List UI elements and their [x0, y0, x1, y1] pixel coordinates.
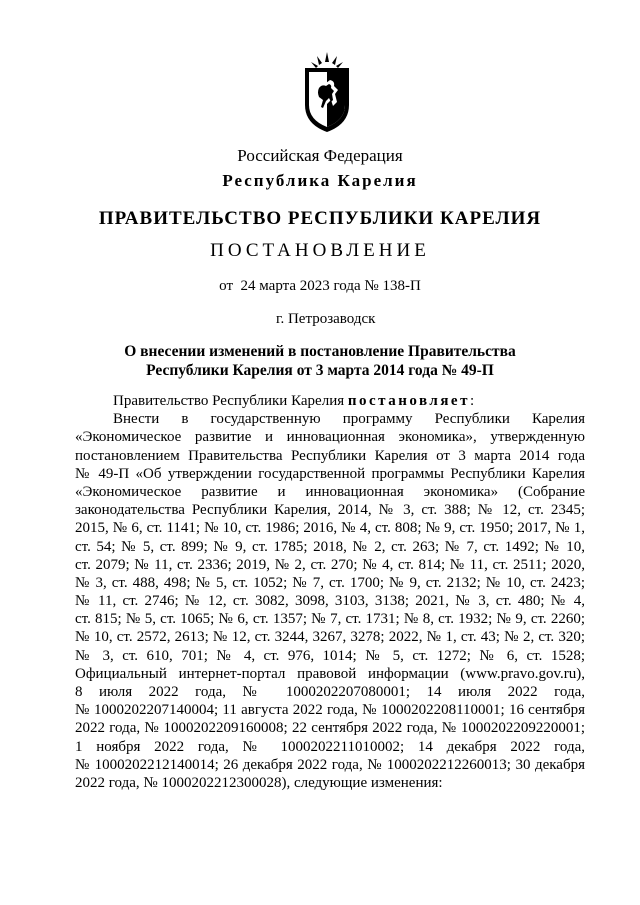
intro-verb: постановляет [347, 393, 470, 409]
document-body [75, 392, 585, 792]
body-line: № 3, ст. 610, 701; № 4, ст. 976, 1014; № 5, ст. 1272; № 6, ст. 1528; [75, 647, 585, 664]
body-paragraph [75, 410, 585, 792]
document-city: г. Петрозаводск [276, 311, 376, 327]
body-line: № 11, ст. 2746; № 12, ст. 3082, 3098, 3103, 3138; 2021, № 3, ст. 480; № 4, [75, 593, 585, 610]
subject-line-1: О внесении изменений в постановление Правительства [124, 343, 516, 360]
body-line: Официальный интернет-портал правовой информации (www.pravo.gov.ru), [75, 665, 585, 682]
intro-suffix: : [469, 393, 475, 409]
body-line: № 1000202212140014; 26 декабря 2022 года, № 1000202212260013; 30 декабря [75, 756, 585, 773]
body-line: законодательства Республики Карелия, 2014, № 3, ст. 388; № 12, ст. 2345; [75, 502, 585, 519]
body-line: 2022 года, № 1000202212300028), следующие изменения: [75, 774, 443, 791]
government-name: ПРАВИТЕЛЬСТВО РЕСПУБЛИКИ КАРЕЛИЯ [98, 208, 542, 229]
republic-name: Республика Карелия [222, 171, 418, 190]
body-line: № 3, ст. 488, 498; № 5, ст. 1052; № 7, ст. 1700; № 9, ст. 2132; № 10, ст. 2423; [75, 574, 585, 591]
body-line: 8 июля 2022 года, № 1000202207080001; 14 июля 2022 года, [75, 684, 585, 700]
body-line: 2022 года, № 1000202209160008; 22 сентября 2022 года, № 1000202209220001; [75, 720, 585, 737]
body-line: № 1000202207140004; 11 августа 2022 года, № 1000202208110001; 16 сентября [75, 702, 585, 719]
document-type: ПОСТАНОВЛЕНИЕ [210, 240, 430, 261]
country-name: Российская Федерация [237, 146, 403, 165]
document-date-number: от 24 марта 2023 года № 138-П [219, 278, 421, 294]
karelia-coat-of-arms-icon [302, 50, 352, 134]
body-line: 2015, № 6, ст. 1141; № 10, ст. 1986; 2016, № 4, ст. 808; № 9, ст. 1950; 2017, № 1, [75, 520, 585, 537]
body-line: ст. 815; № 5, ст. 1065; № 6, ст. 1357; № 7, ст. 1731; № 8, ст. 1932; № 9, ст. 2260; [75, 611, 585, 628]
document-subject [0, 342, 640, 380]
body-line: ст. 54; № 5, ст. 899; № 9, ст. 1785; 2018, № 2, ст. 263; № 7, ст. 1492; № 10, [75, 538, 585, 555]
subject-line-2: Республики Карелия от 3 марта 2014 года № 49-П [146, 362, 494, 379]
intro-prefix: Правительство Республики Карелия [113, 393, 348, 409]
body-line: 1 ноября 2022 года, № 1000202211010002; 14 декабря 2022 года, [75, 738, 585, 755]
body-line: «Экономическое развитие и инновационная экономика» (Собрание [75, 483, 585, 500]
body-line: № 10, ст. 2572, 2613; № 12, ст. 3244, 3267, 3278; 2022, № 1, ст. 43; № 2, ст. 320; [75, 629, 585, 646]
body-line: № 49-П «Об утверждении государственной программы Республики Карелия [75, 465, 585, 482]
body-line: постановлением Правительства Республики Карелия от 3 марта 2014 года [75, 447, 585, 464]
body-line: Внести в государственную программу Республики Карелия [113, 411, 585, 428]
body-line: ст. 2079; № 11, ст. 2336; 2019, № 2, ст. 270; № 4, ст. 814; № 11, ст. 2511; 2020, [75, 556, 585, 573]
body-line: «Экономическое развитие и инновационная экономика», утвержденную [75, 429, 585, 446]
intro-line [75, 392, 585, 410]
